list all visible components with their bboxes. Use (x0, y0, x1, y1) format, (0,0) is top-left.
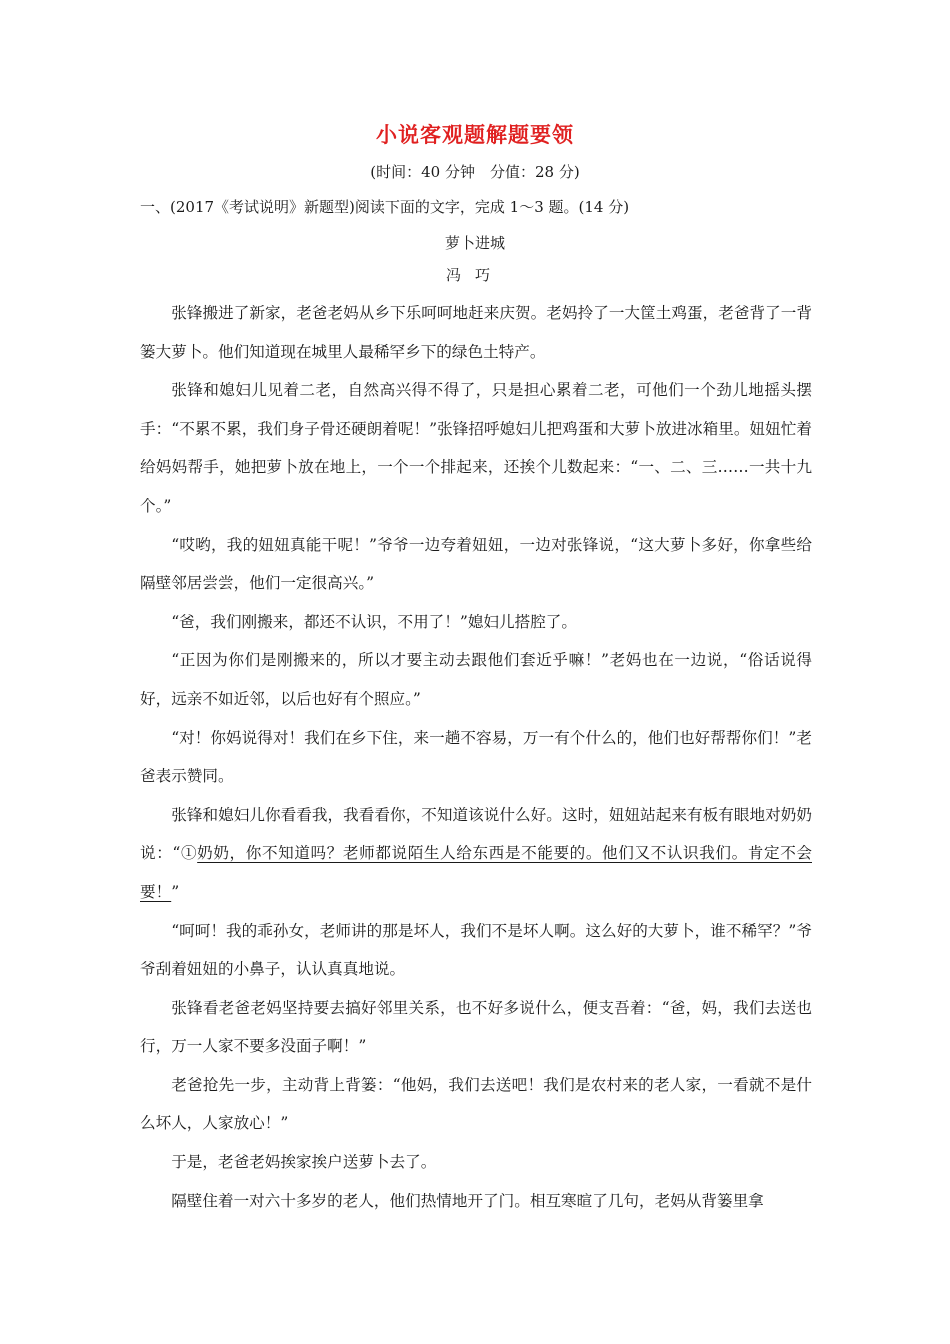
question-instruction: 一、(2017《考试说明》新题型)阅读下面的文字，完成 1～3 题。(14 分) (140, 198, 630, 216)
story-author: 冯巧 (445, 266, 504, 284)
underlined-sentence: 奶奶，你不知道吗？老师都说陌生人给东西是不能要的。他们又不认识我们。肯定不会要！ (140, 844, 812, 901)
paragraph-text: “对！你妈说得对！我们在乡下住，来一趟不容易，万一有个什么的，他们也好帮帮你们！”老爸表示赞同。 (140, 728, 812, 786)
paragraph-text: 张锋搬进了新家，老爸老妈从乡下乐呵呵地赶来庆贺。老妈拎了一大筐土鸡蛋，老爸背了一背篓大萝卜。他们知道现在城里人最稀罕乡下的绿色土特产。 (140, 304, 812, 361)
paragraph-text: 于是，老爸老妈挨家挨户送萝卜去了。 (171, 1153, 437, 1172)
paragraph-text: “正因为你们是刚搬来的，所以才要主动去跟他们套近乎嘛！”老妈也在一边说，“俗话说得好，远亲不如近邻，以后也好有个照应。” (140, 651, 812, 708)
paragraph-text: 张锋看老爸老妈坚持要去搞好邻里关系，也不好多说什么，便支吾着：“爸，妈，我们去送也行，万一人家不要多没面子啊！” (140, 998, 812, 1056)
document-title: 小说客观题解题要领 (376, 122, 574, 147)
paragraph-text: “哎哟，我的妞妞真能干呢！”爷爷一边夸着妞妞，一边对张锋说，“这大萝卜多好，你拿些给隔壁邻居尝尝，他们一定很高兴。” (140, 535, 812, 593)
paragraph-text: “呵呵！我的乖孙女，老师讲的那是坏人，我们不是坏人啊。这么好的大萝卜，谁不稀罕？”爷爷刮着妞妞的小鼻子，认认真真地说。 (140, 921, 812, 979)
story-paragraph (140, 1143, 812, 1182)
story-paragraph (140, 989, 812, 1066)
paragraph-text: 张锋和媳妇儿见着二老，自然高兴得不得了，只是担心累着二老，可他们一个劲儿地摇头摆手：“不累不累，我们身子骨还硬朗着呢！”张锋招呼媳妇儿把鸡蛋和大萝卜放进冰箱里。妞妞忙着给妈妈帮手，她把萝卜放在地上，一个一个排起来，还挨个儿数起来：“一、二、三……一共十九个。” (140, 381, 812, 515)
paragraph-text: “爸，我们刚搬来，都还不认识，不用了！”媳妇儿搭腔了。 (171, 612, 577, 631)
paragraph-text: 张锋和媳妇儿你看看我，我看看你，不知道该说什么好。这时，妞妞站起来有板有眼地对奶奶说：“① (140, 805, 812, 863)
paragraph-text: 隔壁住着一对六十多岁的老人，他们热情地开了门。相互寒暄了几句，老妈从背篓里拿 (171, 1191, 764, 1210)
story-paragraph (140, 912, 812, 989)
story-paragraph (140, 641, 812, 718)
story-paragraph (140, 526, 812, 603)
story-body (140, 294, 812, 1220)
story-paragraph (140, 371, 812, 525)
story-paragraph (140, 1182, 812, 1221)
story-title: 萝卜进城 (444, 234, 505, 252)
story-paragraph (140, 796, 812, 912)
paragraph-text: ” (171, 882, 180, 901)
story-paragraph (140, 294, 812, 371)
story-paragraph (140, 1066, 812, 1143)
story-paragraph (140, 719, 812, 796)
time-score-info: (时间：40 分钟 分值：28 分) (370, 163, 580, 181)
paragraph-text: 老爸抢先一步，主动背上背篓：“他妈，我们去送吧！我们是农村来的老人家，一看就不是什么坏人，人家放心！” (140, 1075, 812, 1133)
story-paragraph (140, 603, 812, 642)
